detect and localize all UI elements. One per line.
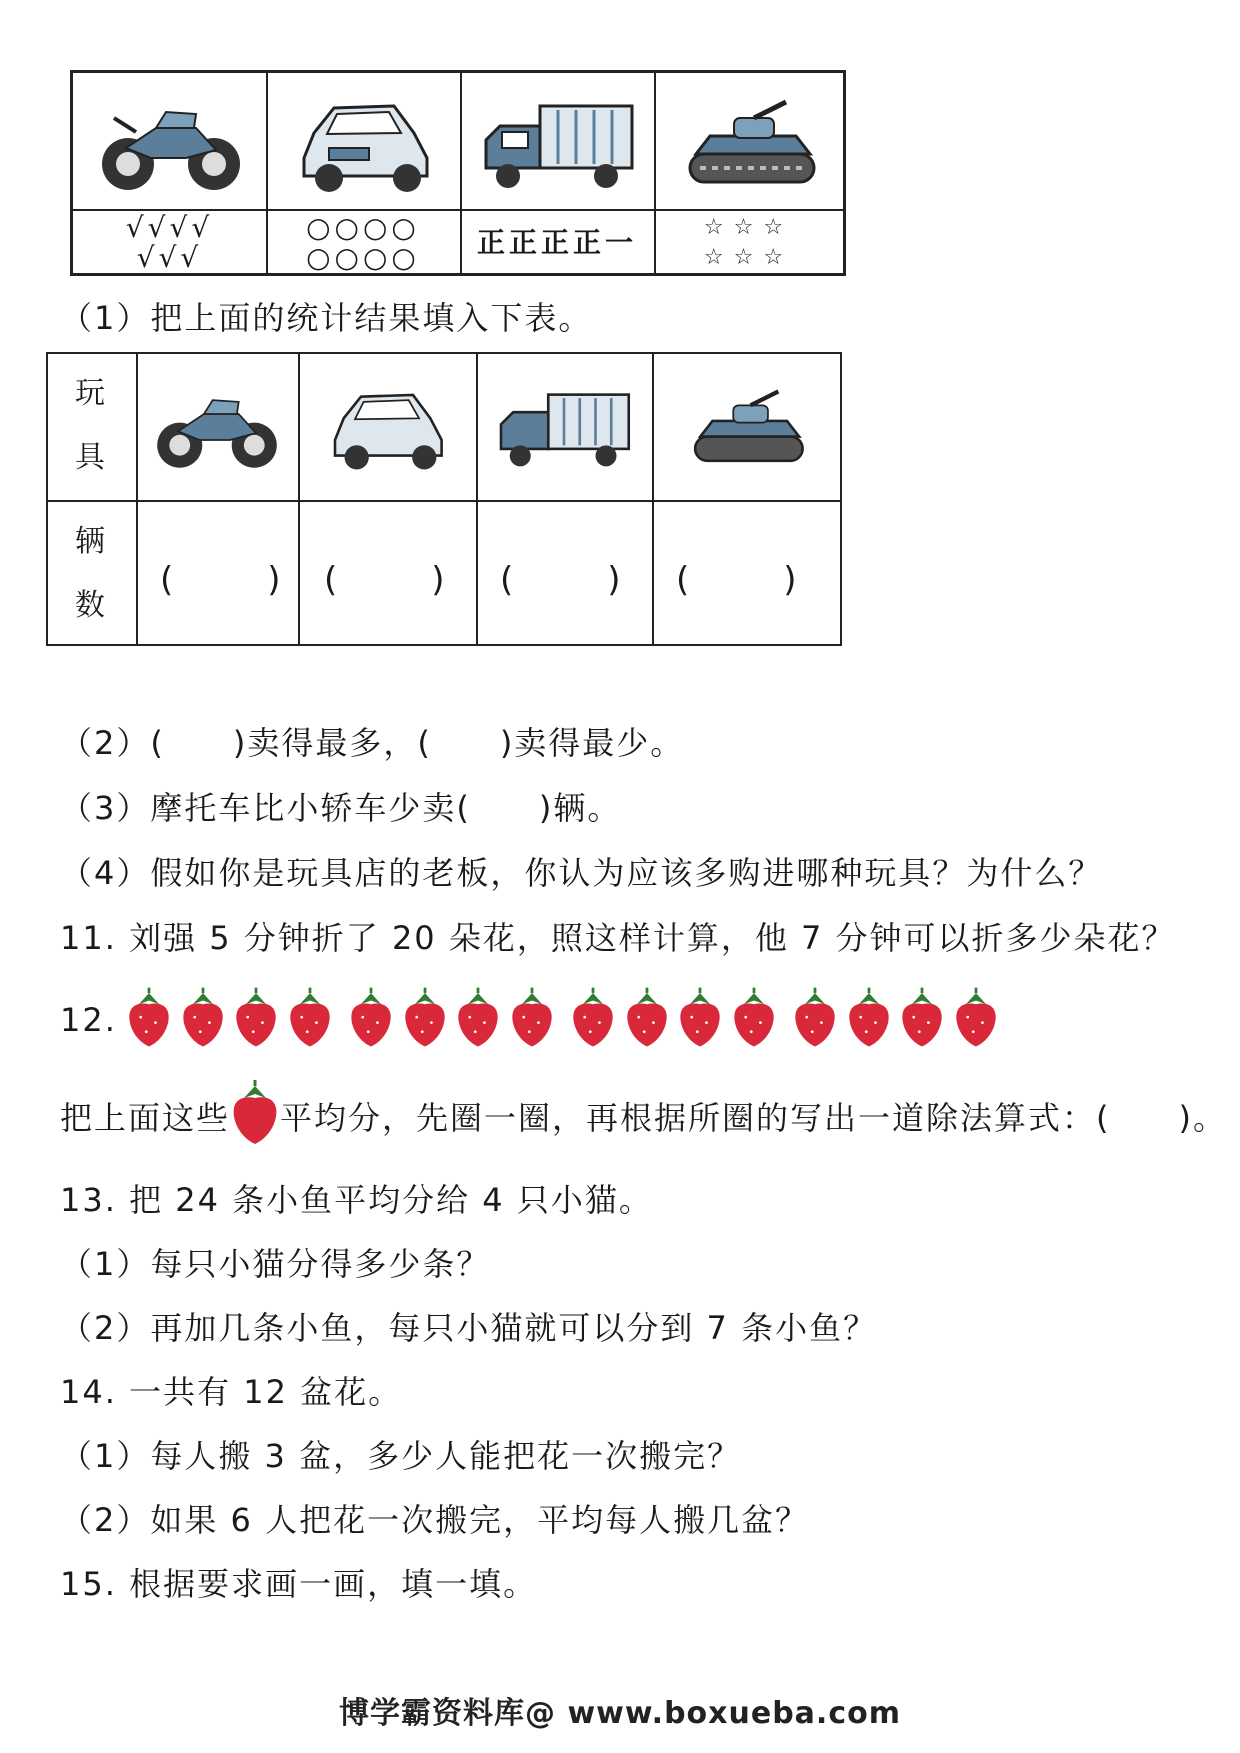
motorcycle-icon bbox=[144, 364, 290, 490]
q10-part3: （3）摩托车比小轿车少卖( )辆。 bbox=[60, 789, 622, 827]
strawberry-icon bbox=[402, 985, 448, 1055]
tank-icon bbox=[660, 364, 836, 490]
q10-part1: （1）把上面的统计结果填入下表。 bbox=[60, 299, 593, 337]
q11: 11. 刘强 5 分钟折了 20 朵花，照这样计算，他 7 分钟可以折多少朵花？ bbox=[60, 919, 1176, 957]
tally-tank: ☆☆☆ ☆☆☆ bbox=[703, 215, 794, 270]
strawberry-icon bbox=[509, 985, 555, 1055]
strawberry-icon bbox=[230, 1100, 280, 1140]
count-blank-tank[interactable]: ( ) bbox=[676, 560, 827, 600]
strawberry-icon bbox=[677, 985, 723, 1055]
count-blank-truck[interactable]: ( ) bbox=[500, 560, 651, 600]
tank-icon bbox=[663, 83, 838, 203]
q12-text-before: 把上面这些 bbox=[60, 1099, 231, 1137]
strawberry-icon bbox=[846, 985, 892, 1055]
car-icon bbox=[306, 364, 468, 490]
q12-number: 12. bbox=[60, 1001, 117, 1039]
strawberry-icon bbox=[455, 985, 501, 1055]
tally-truck: 正正正正一 bbox=[476, 226, 637, 259]
motorcycle-icon bbox=[83, 83, 258, 203]
strawberry-icon bbox=[624, 985, 670, 1055]
tally-motorcycle: √√√√ √√√ bbox=[125, 211, 214, 274]
count-blank-car[interactable]: ( ) bbox=[324, 560, 475, 600]
q14-part1: （1）每人搬 3 盆，多少人能把花一次搬完？ bbox=[60, 1437, 742, 1475]
truck-icon bbox=[470, 83, 645, 203]
tally-car: ○○○○ ○○○○ bbox=[306, 211, 420, 274]
strawberry-icon bbox=[348, 985, 394, 1055]
count-blank-motorcycle[interactable]: ( ) bbox=[160, 560, 311, 600]
strawberry-icon bbox=[233, 985, 279, 1055]
count-table bbox=[46, 352, 842, 646]
q12-text-after: 平均分，先圈一圈，再根据所圈的写出一道除法算式：( )。 bbox=[280, 1099, 1227, 1137]
row-label-toy: 玩 具 bbox=[75, 376, 105, 475]
truck-icon bbox=[484, 364, 644, 490]
q13-title: 13. 把 24 条小鱼平均分给 4 只小猫。 bbox=[60, 1181, 653, 1219]
q14-part2: （2）如果 6 人把花一次搬完，平均每人搬几盆？ bbox=[60, 1501, 810, 1539]
strawberry-icon bbox=[953, 985, 999, 1055]
strawberry-icon bbox=[899, 985, 945, 1055]
strawberry-icon bbox=[792, 985, 838, 1055]
tally-table bbox=[70, 70, 846, 276]
strawberry-icon bbox=[287, 985, 333, 1055]
strawberry-icon bbox=[126, 985, 172, 1055]
q15: 15. 根据要求画一画，填一填。 bbox=[60, 1565, 538, 1603]
strawberry-icon bbox=[570, 985, 616, 1055]
strawberry-icon bbox=[731, 985, 777, 1055]
q12-text bbox=[60, 1098, 1227, 1140]
q10-part4: （4）假如你是玩具店的老板，你认为应该多购进哪种玩具？为什么？ bbox=[60, 854, 1103, 892]
strawberry-icon bbox=[180, 985, 226, 1055]
q14-title: 14. 一共有 12 盆花。 bbox=[60, 1373, 403, 1411]
q13-part1: （1）每只小猫分得多少条？ bbox=[60, 1245, 491, 1283]
watermark-footer: 博学霸资料库@ www.boxueba.com bbox=[339, 1696, 901, 1731]
car-icon bbox=[276, 83, 451, 203]
q10-part2: （2）( )卖得最多，( )卖得最少。 bbox=[60, 724, 685, 762]
q13-part2: （2）再加几条小鱼，每只小猫就可以分到 7 条小鱼？ bbox=[60, 1309, 878, 1347]
row-label-count: 辆 数 bbox=[75, 524, 105, 623]
